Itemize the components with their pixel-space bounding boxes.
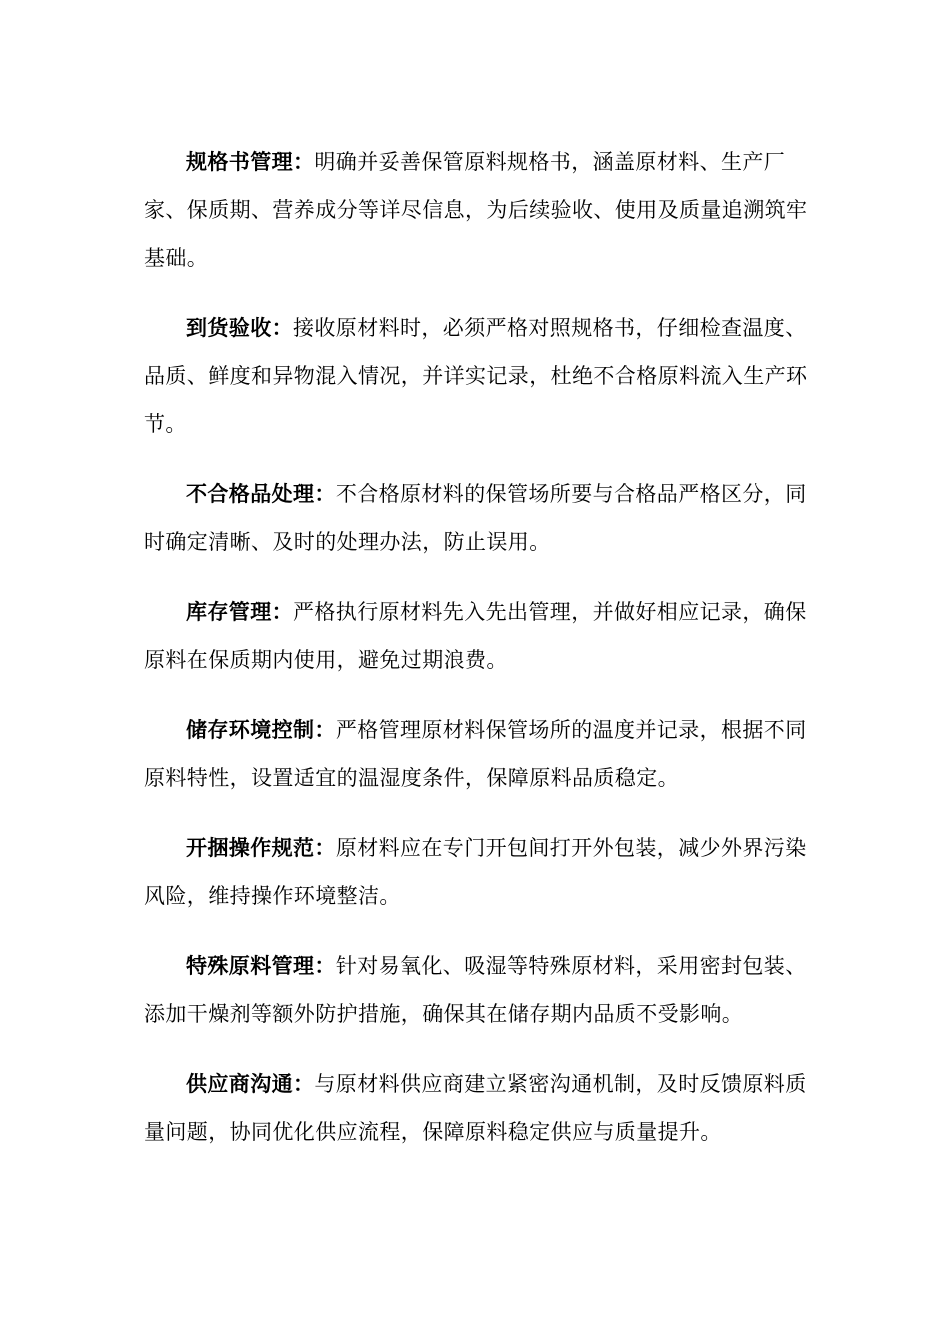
paragraph-nonconforming-handling xyxy=(144,470,810,566)
paragraph-supplier-communication xyxy=(144,1060,810,1156)
paragraph-text: 严格管理原材料保管场所的温度并记录，根据不同原料特性，设置适宜的温湿度条件，保障原料品质稳定。 xyxy=(144,718,807,790)
term-label: 不合格品处理： xyxy=(186,482,336,506)
paragraph-special-materials xyxy=(144,942,810,1038)
term-label: 特殊原料管理： xyxy=(186,954,336,978)
paragraph-text: 严格执行原材料先入先出管理，并做好相应记录，确保原料在保质期内使用，避免过期浪费。 xyxy=(144,600,807,672)
term-label: 库存管理： xyxy=(186,600,293,624)
term-label: 开捆操作规范： xyxy=(186,836,336,860)
term-label: 储存环境控制： xyxy=(186,718,336,742)
paragraph-text: 针对易氧化、吸湿等特殊原材料，采用密封包装、添加干燥剂等额外防护措施，确保其在储存期内品质不受影响。 xyxy=(144,954,807,1026)
term-label: 规格书管理： xyxy=(186,150,315,174)
paragraph-unpacking-operation xyxy=(144,824,810,920)
paragraph-storage-environment xyxy=(144,706,810,802)
paragraph-spec-management xyxy=(144,138,810,282)
paragraph-text: 接收原材料时，必须严格对照规格书，仔细检查温度、品质、鲜度和异物混入情况，并详实记录，杜绝不合格原料流入生产环节。 xyxy=(144,316,808,436)
paragraph-text: 不合格原材料的保管场所要与合格品严格区分，同时确定清晰、及时的处理办法，防止误用。 xyxy=(144,482,807,554)
paragraph-text: 与原材料供应商建立紧密沟通机制，及时反馈原料质量问题，协同优化供应流程，保障原料稳定供应与质量提升。 xyxy=(144,1072,807,1144)
paragraph-inventory-management xyxy=(144,588,810,684)
term-label: 到货验收： xyxy=(186,316,293,340)
paragraph-arrival-inspection xyxy=(144,304,810,448)
paragraph-text: 明确并妥善保管原料规格书，涵盖原材料、生产厂家、保质期、营养成分等详尽信息，为后续验收、使用及质量追溯筑牢基础。 xyxy=(144,150,808,270)
paragraph-text: 原材料应在专门开包间打开外包装，减少外界污染风险，维持操作环境整洁。 xyxy=(144,836,807,908)
term-label: 供应商沟通： xyxy=(186,1072,315,1096)
